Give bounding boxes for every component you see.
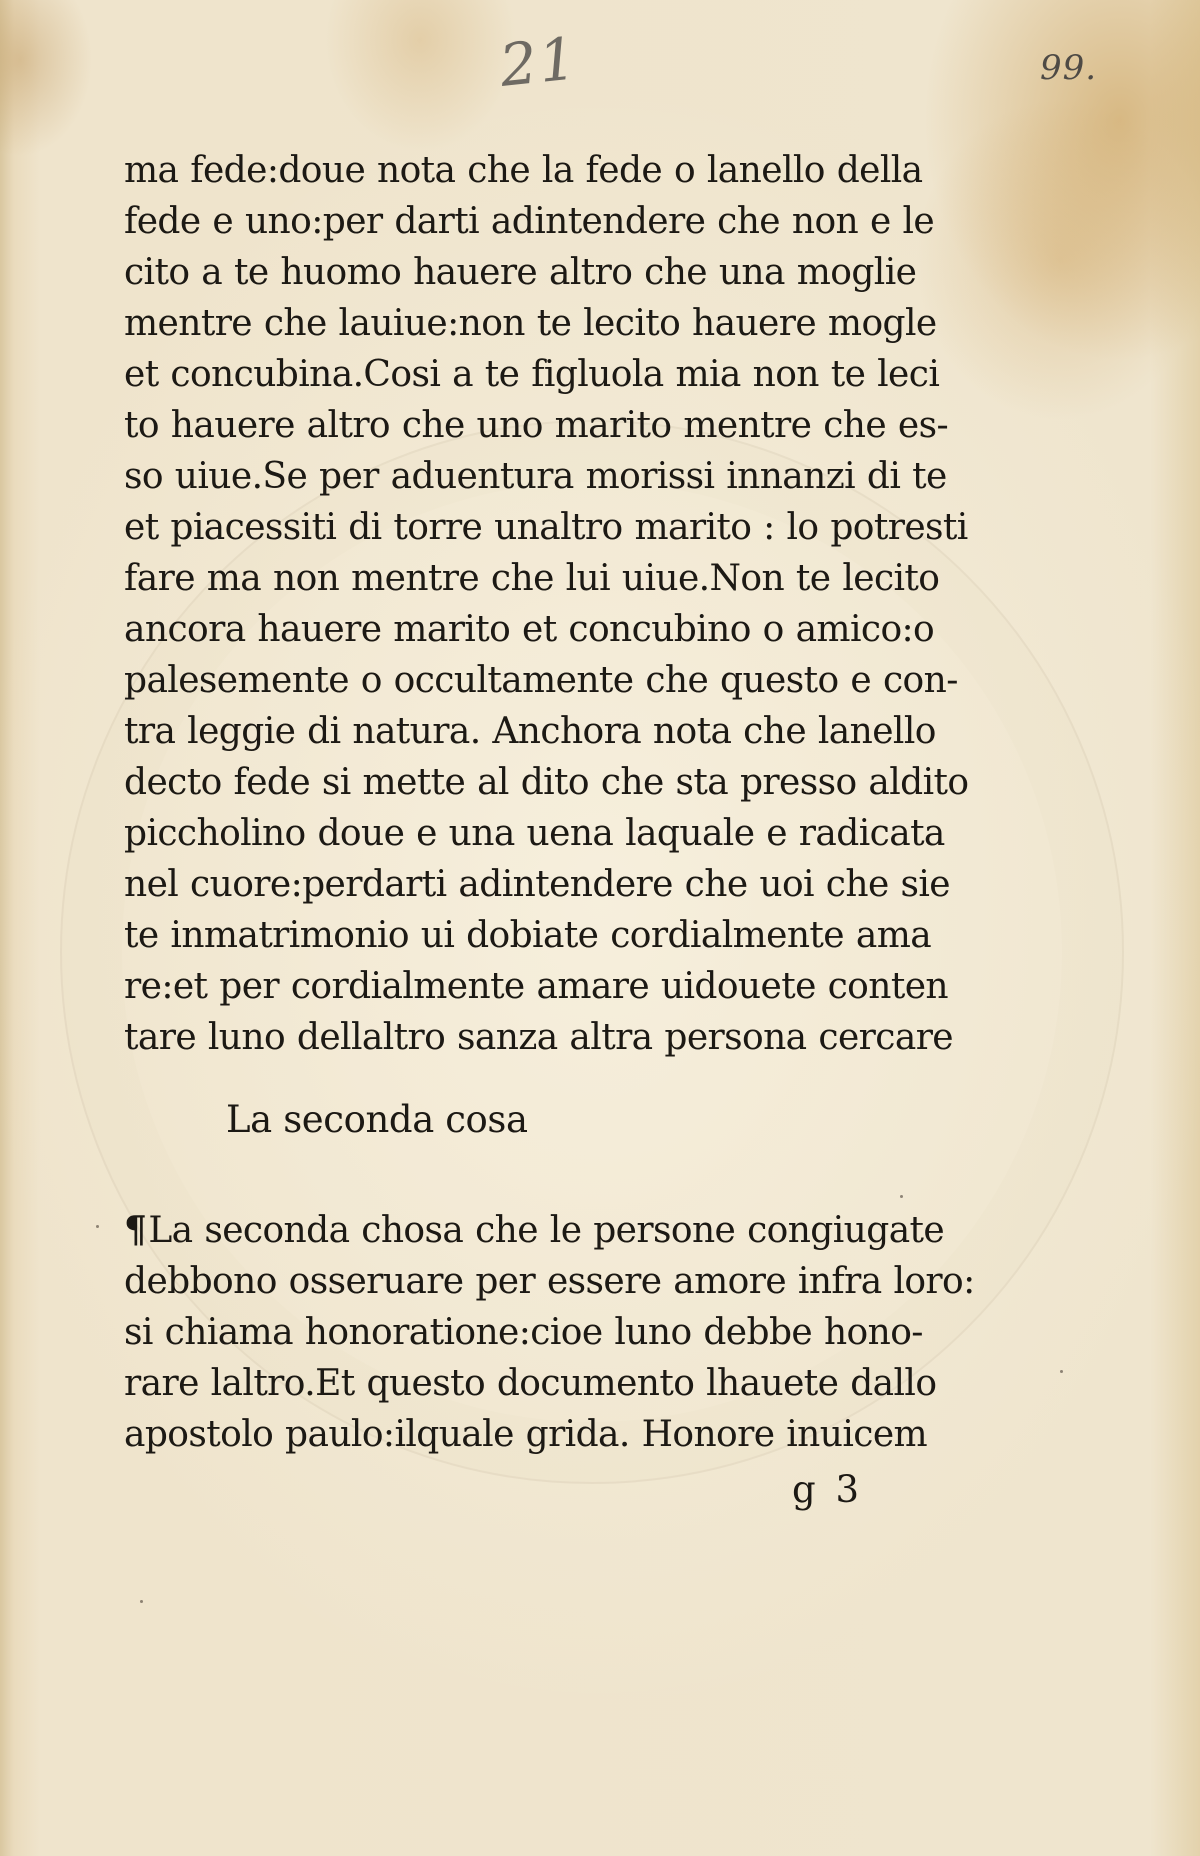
- text-line: tare luno dellaltro sanza altra persona cercare: [124, 1017, 954, 1058]
- ink-speck: [900, 1195, 903, 1198]
- text-line: so uiue.Se per aduentura morissi innanzi di te: [124, 456, 947, 497]
- passage-one: [124, 145, 969, 1063]
- text-line: decto fede si mette al dito che sta presso aldito: [124, 762, 969, 803]
- text-line: tra leggie di natura. Anchora nota che lanello: [124, 711, 936, 752]
- handwritten-folio-number: 21: [496, 24, 582, 100]
- text-line: fare ma non mentre che lui uiue.Non te lecito: [124, 558, 940, 599]
- text-line: rare laltro.Et questo documento lhauete dallo: [124, 1363, 937, 1404]
- text-line-content: La seconda chosa che le persone congiugate: [148, 1210, 945, 1251]
- text-line: ancora hauere marito et concubino o amico:o: [124, 609, 935, 650]
- text-line: piccholino doue e una uena laquale e radicata: [124, 813, 945, 854]
- corner-folio-number: 99.: [1040, 48, 1098, 88]
- text-line: nel cuore:perdarti adintendere che uoi che sie: [124, 864, 950, 905]
- text-line: to hauere altro che uno marito mentre che es-: [124, 405, 949, 446]
- text-line: mentre che lauiue:non te lecito hauere mogle: [124, 303, 937, 344]
- text-line: et concubina.Cosi a te figluola mia non te leci: [124, 354, 940, 395]
- text-line: et piacessiti di torre unaltro marito : lo potresti: [124, 507, 968, 548]
- text-line: palesemente o occultamente che questo e con-: [124, 660, 958, 701]
- signature-mark: g 3: [792, 1468, 863, 1511]
- text-line: ma fede:doue nota che la fede o lanello della: [124, 150, 923, 191]
- ink-speck: [140, 1600, 143, 1603]
- text-line: re:et per cordialmente amare uidouete conten: [124, 966, 949, 1007]
- ink-speck: [96, 1225, 99, 1228]
- text-line: debbono osseruare per essere amore infra loro:: [124, 1261, 975, 1302]
- text-line: cito a te huomo hauere altro che una moglie: [124, 252, 917, 293]
- text-line: si chiama honoratione:cioe luno debbe hono-: [124, 1312, 923, 1353]
- ink-speck: [1060, 1370, 1063, 1373]
- text-line-first: [124, 1205, 945, 1256]
- text-line: te inmatrimonio ui dobiate cordialmente ama: [124, 915, 932, 956]
- text-line: fede e uno:per darti adintendere che non e le: [124, 201, 935, 242]
- passage-two: [124, 1205, 975, 1460]
- pilcrow-icon: ¶: [124, 1209, 147, 1251]
- text-line: apostolo paulo:ilquale grida. Honore inuicem: [124, 1414, 928, 1455]
- section-heading: La seconda cosa: [226, 1098, 528, 1141]
